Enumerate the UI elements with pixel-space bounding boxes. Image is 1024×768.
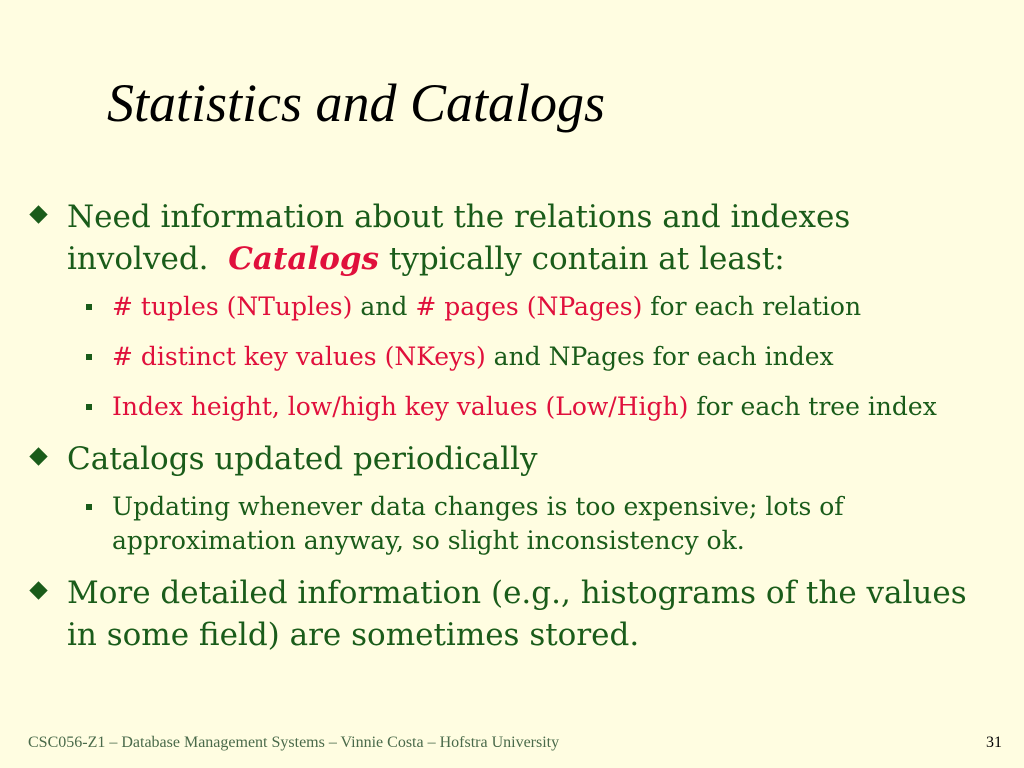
diamond-bullet-icon — [29, 205, 47, 223]
sub-bullet-1-2-red: # distinct key values (NKeys) — [112, 342, 486, 371]
slide-body — [30, 196, 1005, 656]
bullet-3-text: More detailed information (e.g., histograms of the values in some field) are sometimes stored. — [67, 575, 967, 653]
sub-bullet-2-1-text: Updating whenever data changes is too expensive; lots of approximation anyway, so slight inconsistency ok. — [112, 492, 844, 555]
bullet-3 — [30, 572, 1005, 656]
sub-bullet-1-2 — [30, 340, 1005, 374]
bullet-1-text-a: Need information about the relations and indexes involved. — [67, 199, 851, 277]
slide-footer: CSC056-Z1 – Database Management Systems – Vinnie Costa – Hofstra University — [28, 734, 560, 751]
square-bullet-icon — [86, 354, 92, 360]
bullet-2-text: Catalogs updated periodically — [67, 441, 538, 477]
square-bullet-icon — [86, 304, 92, 310]
square-bullet-icon — [86, 504, 92, 510]
sub-bullet-1-3-red: Index height, low/high key values (Low/High) — [112, 392, 689, 421]
sub-bullet-1-1-rest: for each relation — [650, 292, 862, 321]
bullet-2 — [30, 438, 1005, 480]
diamond-bullet-icon — [29, 447, 47, 465]
sub-bullet-1-1-mid: and — [360, 292, 408, 321]
bullet-1-text-b: typically contain at least: — [388, 241, 785, 277]
sub-bullet-1-1 — [30, 290, 1005, 324]
sub-bullet-2-1 — [30, 490, 1005, 558]
sub-bullet-1-1-red-a: # tuples (NTuples) — [112, 292, 353, 321]
slide-title: Statistics and Catalogs — [107, 73, 606, 133]
sub-bullet-1-2-rest: and NPages for each index — [493, 342, 834, 371]
sub-bullet-1-3 — [30, 390, 1005, 424]
sub-bullet-1-1-red-b: # pages (NPages) — [415, 292, 643, 321]
bullet-1-keyword: Catalogs — [228, 241, 379, 277]
sub-bullet-1-3-rest: for each tree index — [696, 392, 937, 421]
diamond-bullet-icon — [29, 581, 47, 599]
square-bullet-icon — [86, 404, 92, 410]
bullet-1 — [30, 196, 1005, 280]
page-number: 31 — [986, 734, 1002, 751]
